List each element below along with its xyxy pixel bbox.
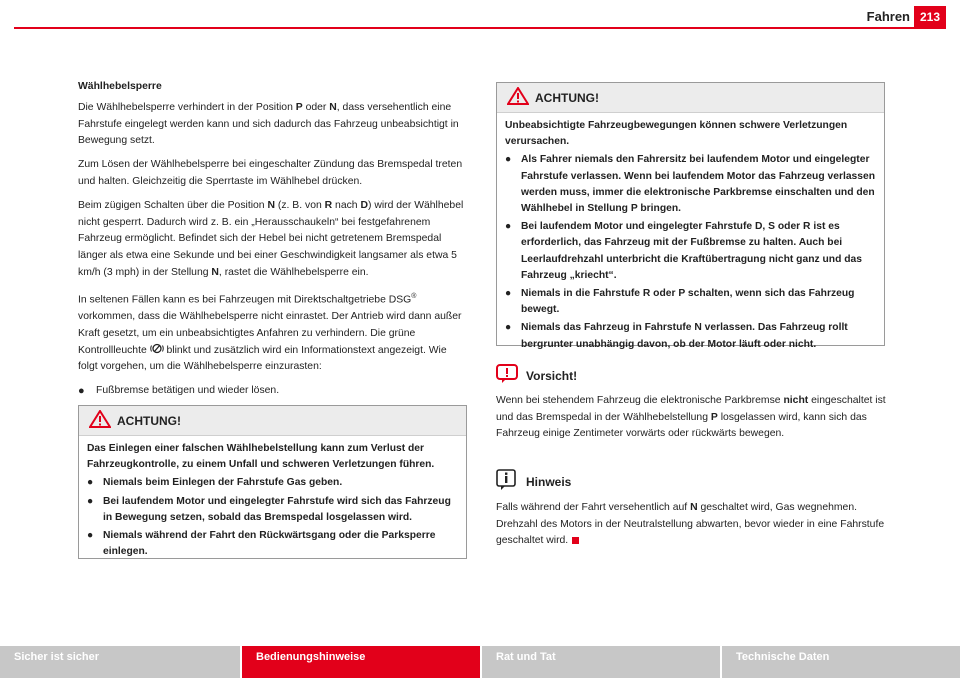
- warning-item: ● Niemals das Fahrzeug in Fahrstufe N verlassen. Das Fahrzeug rollt bergrunter unabhängig davon, ob der Motor läuft oder nicht.: [505, 322, 848, 350]
- page-title: Fahren: [866, 9, 910, 24]
- warning-triangle-icon: [89, 410, 117, 431]
- warning-item: ● Bei laufendem Motor und eingelegter Fahrstufe D, S oder R ist es erforderlich, das Fahrzeug mit der Fußbremse zu halten. Auch bei Leerlaufdrehzahl unterbricht die Kraftübertragung nicht ganz und das Fahrzeug „kriecht“.: [505, 221, 862, 281]
- info-icon: [496, 469, 518, 496]
- warning-item: ● Als Fahrer niemals den Fahrersitz bei laufendem Motor und eingelegter Fahrstufe verlassen. Wenn bei laufendem Motor das Fahrzeug verlassen werden muss, immer die elektronische Parkbremse einschalten und den Wählhebel in Stellung P bringen.: [505, 154, 876, 215]
- paragraph-1: Die Wählhebelsperre verhindert in der Position P oder N, dass versehentlich eine Fahrstufe eingelegt werden kann und sich dadurch das Fahrzeug unbeabsichtigt in Bewegung setzt.: [78, 101, 459, 147]
- footer-tab-rat-und-tat[interactable]: Rat und Tat: [480, 646, 720, 678]
- warning-header: [497, 83, 884, 113]
- hint-title: Hinweis: [526, 475, 572, 489]
- left-column: [78, 79, 466, 400]
- warning-intro: Unbeabsichtigte Fahrzeugbewegungen können schwere Verletzungen verursachen.: [505, 120, 848, 148]
- warning-item: ● Niemals beim Einlegen der Fahrstufe Gas geben.: [87, 477, 343, 489]
- warning-item: ● Niemals in die Fahrstufe R oder P schalten, wenn sich das Fahrzeug bewegt.: [505, 288, 855, 316]
- control-lamp-icon: [150, 345, 164, 356]
- bullet-item: ● Fußbremse betätigen und wieder lösen.: [78, 385, 280, 398]
- end-of-section-marker: [572, 537, 579, 544]
- warning-box-2: [496, 82, 885, 350]
- warning-header: [79, 406, 466, 436]
- footer-tab-bedienungshinweise[interactable]: Bedienungshinweise: [240, 646, 480, 678]
- warning-triangle-icon: [507, 87, 535, 108]
- caution-text: Wenn bei stehendem Fahrzeug die elektronische Parkbremse nicht eingeschaltet ist und das Bremspedal in der Wählhebelstellung P losgelassen wird, kann sich das Fahrzeug einige Zentimeter vorwärts oder rückwärts bewegen.: [496, 394, 886, 440]
- section-heading: Wählhebelsperre: [78, 81, 162, 92]
- paragraph-3: Beim zügigen Schalten über die Position N (z. B. von R nach D) wird der Wählhebel nicht gesperrt. Dadurch wird z. B. ein „Herausschaukeln“ bei festgefahrenem Fahrzeug ermöglicht. Befindet sich der Hebel bei nicht getretenem Bremspedal länger als etwa eine Sekunde und bei einer Geschwindigkeit langsamer als etwa 5 km/h (3 mph) in der Stellung N, rastet die Wählhebelsperre ein.: [78, 199, 464, 278]
- paragraph-4: In seltenen Fällen kann es bei Fahrzeugen mit Direktschaltgetriebe DSG® vorkommen, dass die Wählhebelsperre nicht einrastet. Der Antrieb wird dann außer Kraft gesetzt, um ein unbeabsichtigtes Anfahren zu verhindern. Die grüne Kontrollleuchte blinkt und zusätzlich wird ein Informationstext angezeigt. Wie folgt vorgehen, um die Wählhebelsperre einzurasten:: [78, 292, 462, 373]
- footer-tab-technische-daten[interactable]: Technische Daten: [720, 646, 960, 678]
- hint-section: [496, 469, 888, 557]
- caution-icon: [496, 364, 518, 389]
- caution-title: Vorsicht!: [526, 369, 578, 383]
- caution-section: [496, 364, 888, 450]
- hint-text: Falls während der Fahrt versehentlich auf N geschaltet wird, Gas wegnehmen. Drehzahl des Motors in der Neutralstellung abwarten, bevor wieder in eine Fahrstufe geschaltet wird.: [496, 501, 885, 547]
- warning-box-1: [78, 405, 467, 559]
- header-divider: [14, 27, 946, 29]
- warning-item: ● Bei laufendem Motor und eingelegter Fahrstufe wird sich das Fahrzeug in Bewegung setzen, sobald das Bremspedal losgelassen wird.: [87, 495, 451, 523]
- warning-title: ACHTUNG!: [117, 413, 181, 428]
- paragraph-2: Zum Lösen der Wählhebelsperre bei eingeschalter Zündung das Bremspedal treten und halten. Gleichzeitig die Sperrtaste im Wählhebel drücken.: [78, 159, 463, 187]
- page-number: 213: [914, 6, 946, 28]
- footer-nav: [0, 646, 960, 678]
- footer-tab-sicher[interactable]: Sicher ist sicher: [0, 646, 240, 678]
- warning-intro: Das Einlegen einer falschen Wählhebelstellung kann zum Verlust der Fahrzeugkontrolle, zu einem Unfall und schweren Verletzungen führen.: [87, 443, 435, 471]
- warning-item: ● Niemals während der Fahrt den Rückwärtsgang oder die Parksperre einlegen.: [87, 530, 436, 558]
- warning-title: ACHTUNG!: [535, 90, 599, 105]
